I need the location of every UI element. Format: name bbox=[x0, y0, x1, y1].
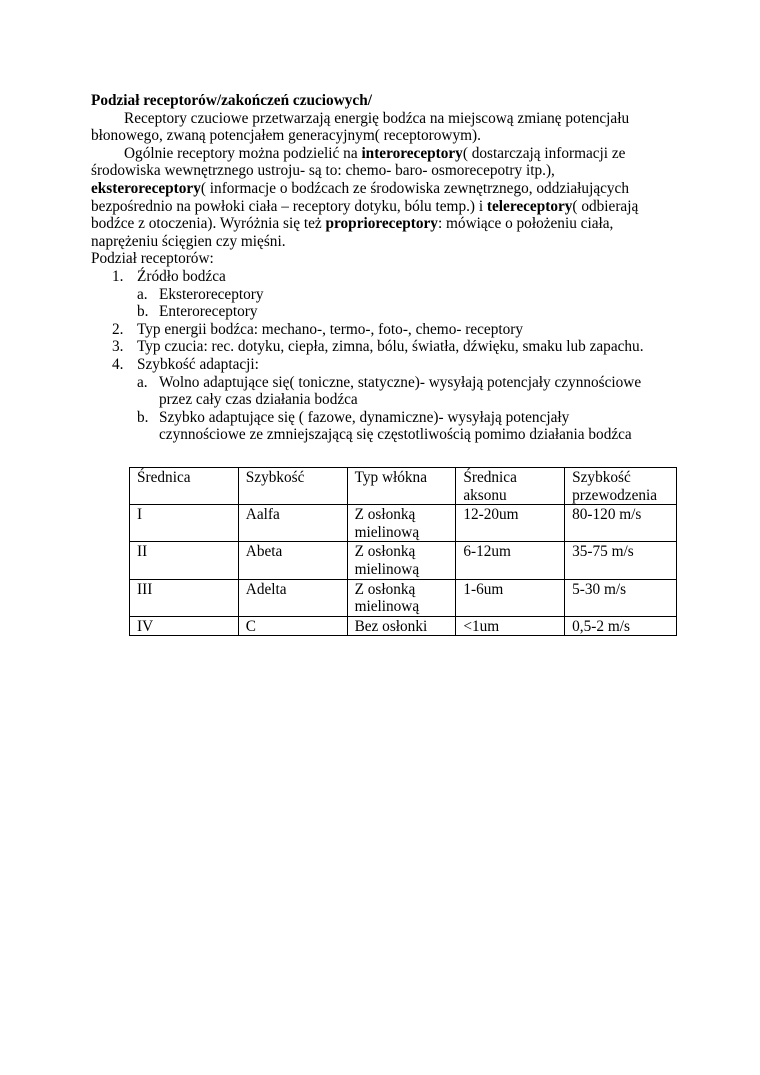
table-cell: 5-30 m/s bbox=[565, 579, 677, 616]
table-cell: Abeta bbox=[238, 542, 347, 579]
table-cell: C bbox=[238, 616, 347, 636]
table-cell: Z osłonką mielinową bbox=[347, 542, 456, 579]
table-row bbox=[130, 542, 677, 579]
table-header-cell: Średnica bbox=[130, 468, 239, 505]
table-cell: III bbox=[130, 579, 239, 616]
sub-list-item: b. Szybko adaptujące się ( fazowe, dynamiczne)- wysyłają potencjały czynnościowe ze zmniejszającą się częstotliwością pomimo działania bodźca bbox=[137, 408, 632, 444]
sub-list-item: a. Wolno adaptujące się( toniczne, statyczne)- wysyłają potencjały czynnościowe przez cały czas działania bodźca bbox=[137, 373, 642, 409]
paragraph-classification: Ogólnie receptory można podzielić na interoreceptory( dostarczają informacji ze środowiska wewnętrznego ustroju- są to: chemo- baro- osmorecepotry itp.), eksteroreceptory( informacje o bodźcach ze środowiska zewnętrznego, oddziałujących bezpośrednio na powłoki ciała – receptory dotyku, bólu temp.) i telereceptory( odbierają bodźce z otoczenia). Wyróżnia się też proprioreceptory: mówiące o położeniu ciała, naprężeniu ścięgien czy mięśni. bbox=[91, 144, 639, 250]
table-cell: IV bbox=[130, 616, 239, 636]
list-item: 4. Szybkość adaptacji: a. Wolno adaptujące się( toniczne, statyczne)- wysyłają potencjały czynnościowe przez cały czas działania bodźca b. Szybko adaptujące się ( fazowe, dynamiczne)- wysyłają potencjały czynnościowe ze zmniejszającą się częstotliwością pomimo działania bodźca bbox=[91, 356, 651, 444]
table-cell: Aalfa bbox=[238, 505, 347, 542]
list-item: 1. Źródło bodźca a. Eksteroreceptory b. Enteroreceptory bbox=[91, 268, 651, 321]
table-cell: 1-6um bbox=[456, 579, 565, 616]
list-item: 2. Typ energii bodźca: mechano-, termo-, foto-, chemo- receptory bbox=[112, 320, 524, 338]
paragraph-intro: Receptory czuciowe przetwarzają energię bodźca na miejscową zmianę potencjału błonowego, zwaną potencjałem generacyjnym( receptorowym). bbox=[91, 109, 630, 145]
document-body bbox=[91, 92, 651, 444]
table-cell: 0,5-2 m/s bbox=[565, 616, 677, 636]
sub-list-item: a. Eksteroreceptory bbox=[137, 285, 264, 303]
table-header-cell: Szybkość przewodzenia bbox=[565, 468, 677, 505]
table-row bbox=[130, 505, 677, 542]
receptor-division-list bbox=[91, 268, 651, 444]
table-cell: Adelta bbox=[238, 579, 347, 616]
fiber-table bbox=[129, 467, 677, 636]
table-header-cell: Średnica aksonu bbox=[456, 468, 565, 505]
table-cell: 6-12um bbox=[456, 542, 565, 579]
table-header-cell: Szybkość bbox=[238, 468, 347, 505]
table-cell: 12-20um bbox=[456, 505, 565, 542]
table-cell: 35-75 m/s bbox=[565, 542, 677, 579]
document-title: Podział receptorów/zakończeń czuciowych/ bbox=[91, 92, 372, 109]
table-cell: Bez osłonki bbox=[347, 616, 456, 636]
sub-list bbox=[137, 374, 651, 444]
table-cell: <1um bbox=[456, 616, 565, 636]
term-telereceptory: telereceptory bbox=[486, 197, 573, 215]
sub-list-item: b. Enteroreceptory bbox=[137, 303, 258, 321]
table-header-cell: Typ włókna bbox=[347, 468, 456, 505]
term-proprioreceptory: proprioreceptory bbox=[325, 215, 438, 233]
table-cell: 80-120 m/s bbox=[565, 505, 677, 542]
list-item: 3. Typ czucia: rec. dotyku, ciepła, zimna, bólu, światła, dźwięku, smaku lub zapachu. bbox=[112, 338, 644, 356]
table-row bbox=[130, 579, 677, 616]
table-cell: I bbox=[130, 505, 239, 542]
term-eksteroreceptory: eksteroreceptory bbox=[91, 179, 201, 197]
table-cell: Z osłonką mielinową bbox=[347, 579, 456, 616]
table-header-row bbox=[130, 468, 677, 505]
list-heading: Podział receptorów: bbox=[91, 250, 214, 268]
term-interoreceptory: interoreceptory bbox=[361, 144, 463, 162]
sub-list bbox=[137, 286, 651, 321]
table-cell: Z osłonką mielinową bbox=[347, 505, 456, 542]
table-cell: II bbox=[130, 542, 239, 579]
table-row bbox=[130, 616, 677, 636]
